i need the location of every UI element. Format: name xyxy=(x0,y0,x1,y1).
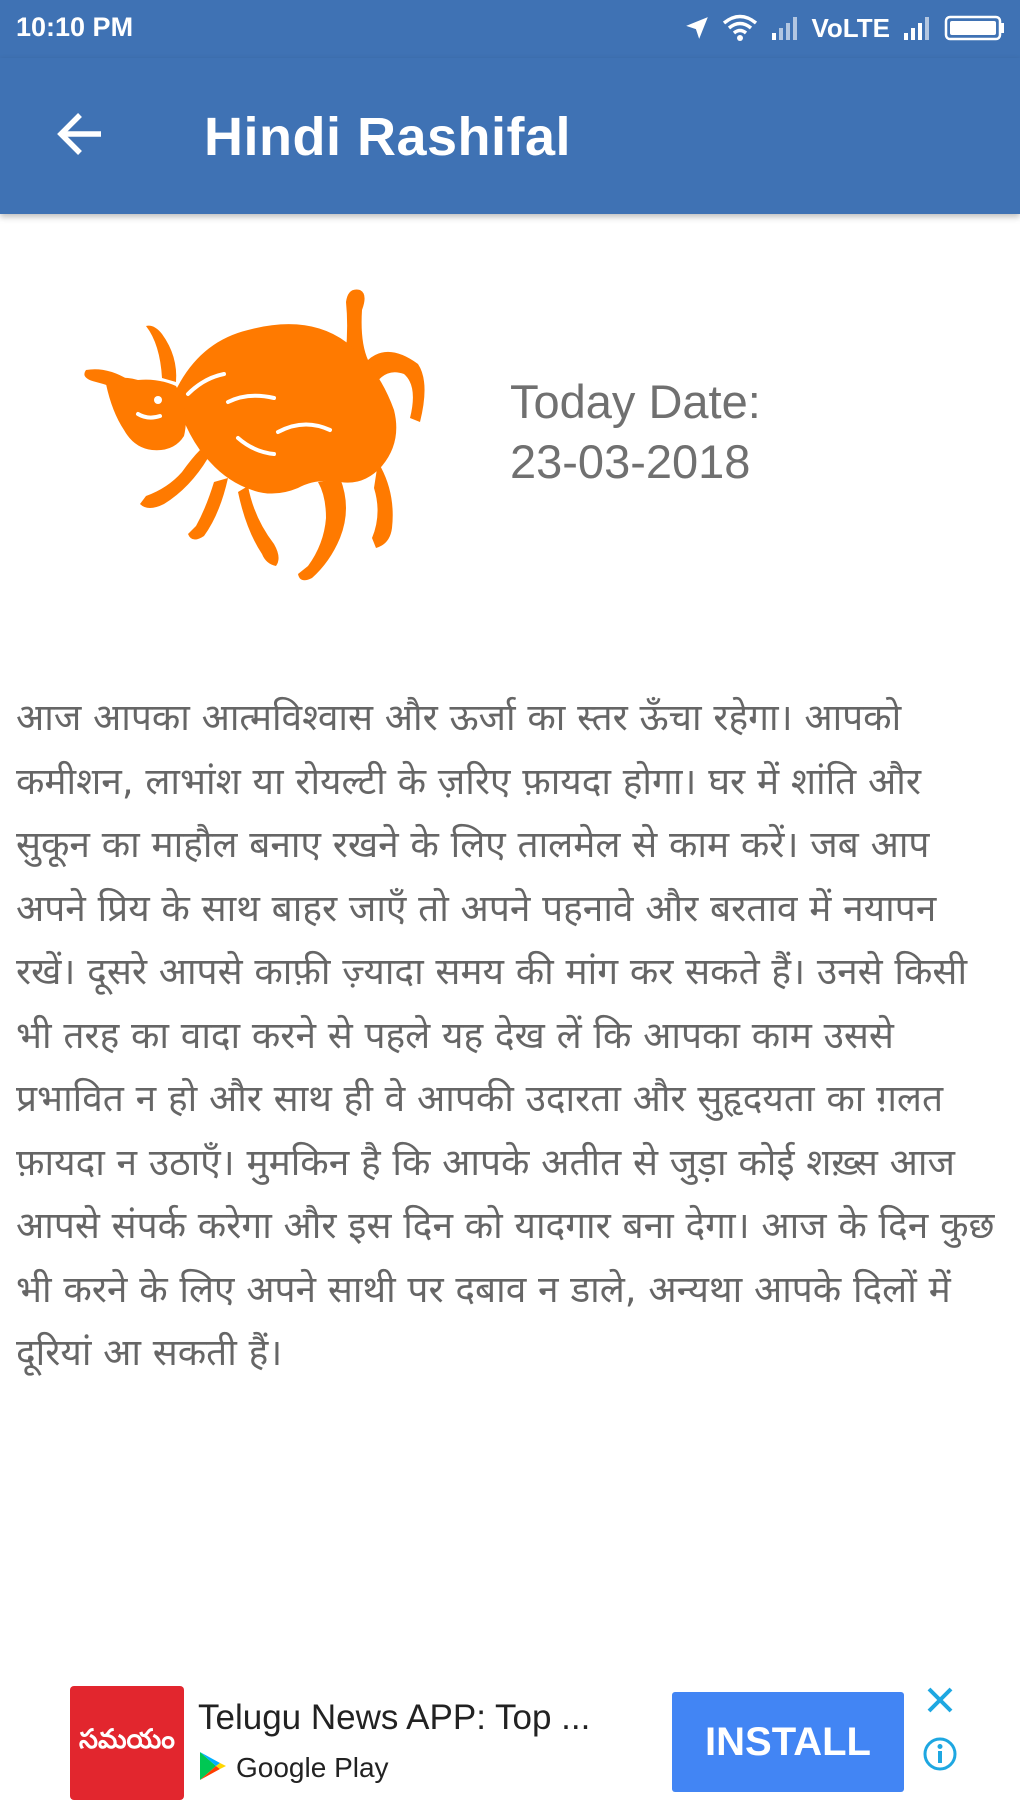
ad-store xyxy=(198,1750,389,1786)
info-icon[interactable] xyxy=(922,1736,958,1772)
google-play-icon xyxy=(198,1750,228,1786)
location-arrow-icon xyxy=(684,15,710,41)
status-bar xyxy=(0,0,1020,58)
date-label: Today Date: xyxy=(510,375,761,428)
close-icon[interactable] xyxy=(924,1684,956,1716)
install-button[interactable]: INSTALL xyxy=(672,1692,904,1792)
date-value: 23-03-2018 xyxy=(510,435,751,488)
signal-icon xyxy=(770,15,800,41)
date-block xyxy=(510,372,761,492)
taurus-bull-icon xyxy=(78,282,438,592)
arrow-left-icon xyxy=(55,111,105,161)
ad-logo-text: సమయం xyxy=(79,1724,175,1755)
wifi-icon xyxy=(722,14,758,42)
ad-banner[interactable] xyxy=(0,1672,1020,1813)
status-icons xyxy=(684,10,1006,46)
horoscope-text: आज आपका आत्मविश्वास और ऊर्जा का स्तर ऊँचा रहेगा। आपको कमीशन, लाभांश या रोयल्टी के ज़रिए फ़ायदा होगा। घर में शांति और सुकून का माहौल बनाए रखने के लिए तालमेल से काम करें। जब आप अपने प्रिय के साथ बाहर जाएँ तो अपने पहनावे और बरताव में नयापन रखें। दूसरे आपसे काफ़ी ज़्यादा समय की मांग कर सकते हैं। उनसे किसी भी तरह का वादा करने से पहले यह देख लें कि आपका काम उससे प्रभावित न हो और साथ ही वे आपकी उदारता और सुहृदयता का ग़लत फ़ायदा न उठाएँ। मुमकिन है कि आपके अतीत से जुड़ा कोई शख़्स आज आपसे संपर्क करेगा और इस दिन को यादगार बना देगा। आज के दिन कुछ भी करने के लिए अपने साथी पर दबाव न डाले, अन्यथा आपके दिलों में दूरियां आ सकती हैं। xyxy=(16,696,995,1374)
page-title: Hindi Rashifal xyxy=(204,107,572,167)
network-label: VoLTE xyxy=(811,12,890,43)
battery-icon xyxy=(944,14,1006,42)
app-bar xyxy=(0,58,1020,214)
signal-icon xyxy=(902,15,932,41)
ad-title[interactable]: Telugu News APP: Top ... xyxy=(198,1698,591,1737)
ad-store-label: Google Play xyxy=(236,1752,389,1783)
status-time: 10:10 PM xyxy=(16,12,134,42)
back-button[interactable] xyxy=(46,102,114,170)
ad-logo[interactable] xyxy=(70,1686,184,1800)
